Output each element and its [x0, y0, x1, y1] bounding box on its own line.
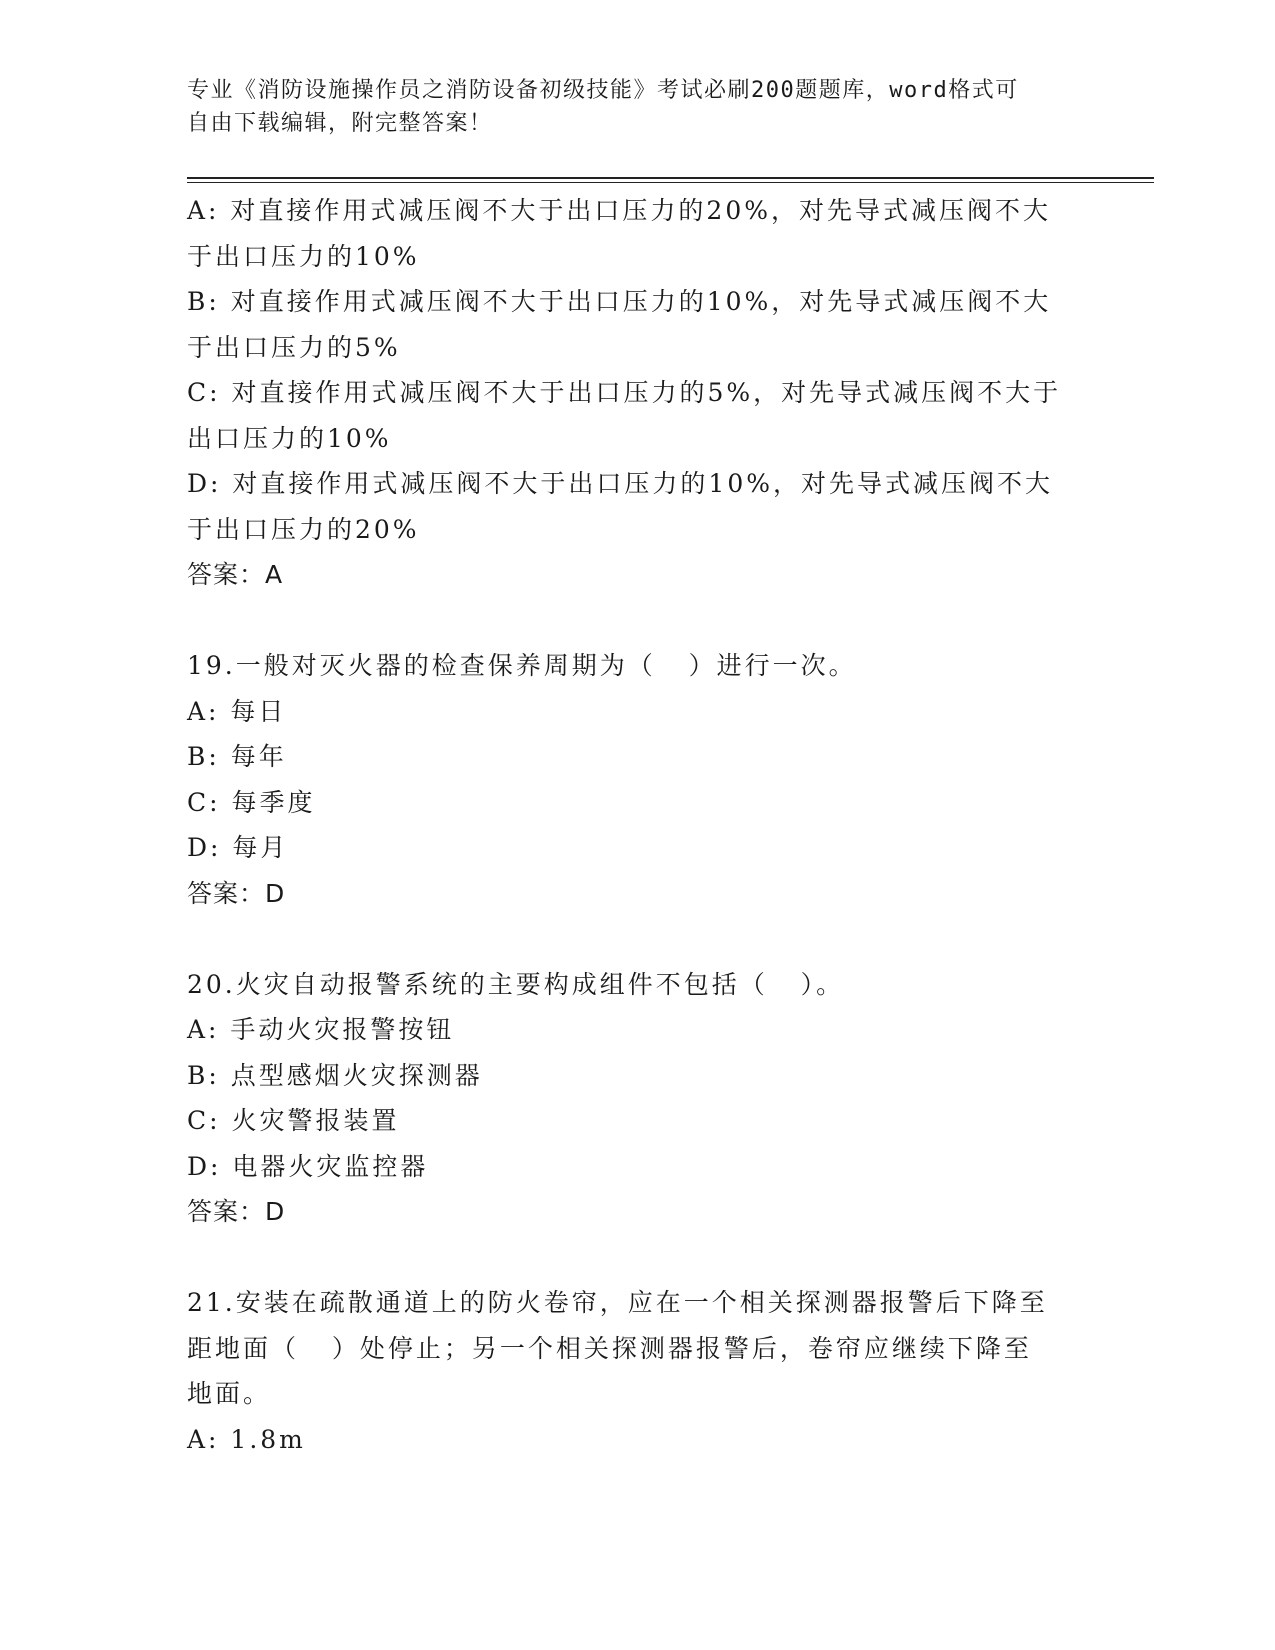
- question-20-option-d: D: 电器火灾监控器: [187, 1151, 429, 1181]
- header-line-2: 自由下载编辑，附完整答案！: [187, 111, 493, 136]
- spacer: [187, 598, 1087, 644]
- question-19-option-d: D: 每月: [187, 833, 289, 862]
- question-19-option-c: C: 每季度: [187, 787, 316, 817]
- question-21: [187, 1280, 1087, 1462]
- question-content: [187, 188, 1087, 1462]
- question-19: [187, 643, 1087, 916]
- question-21-stem-line-2: 距地面（ ）处停止；另一个相关探测器报警后，卷帘应继续下降至: [187, 1333, 1032, 1363]
- question-20-stem: 20.火灾自动报警系统的主要构成组件不包括（ ）。: [187, 969, 845, 999]
- option-d-line-2: 于出口压力的20%: [187, 514, 420, 544]
- header-divider-thin: [187, 182, 1154, 183]
- option-a-line-2: 于出口压力的10%: [187, 241, 420, 271]
- header-divider: [187, 177, 1154, 179]
- question-19-option-a: A: 每日: [187, 696, 287, 726]
- question-20-option-a: A: 手动火灾报警按钮: [187, 1015, 455, 1044]
- question-20: [187, 962, 1087, 1235]
- question-21-stem-line-1: 21.安装在疏散通道上的防火卷帘，应在一个相关探测器报警后下降至: [187, 1288, 1048, 1317]
- spacer: [187, 1235, 1087, 1281]
- answer-19: 答案：D: [187, 878, 286, 908]
- header-line-1: 专业《消防设施操作员之消防设备初级技能》考试必刷200题题库，word格式可: [187, 78, 1019, 103]
- question-20-option-b: B: 点型感烟火灾探测器: [187, 1060, 483, 1090]
- question-21-option-a: A: 1.8m: [187, 1424, 306, 1454]
- option-a-line-1: A: 对直接作用式减压阀不大于出口压力的20%，对先导式减压阀不大: [187, 196, 1051, 225]
- option-c-line-2: 出口压力的10%: [187, 423, 392, 453]
- option-b-line-2: 于出口压力的5%: [187, 332, 401, 362]
- question-19-option-b: B: 每年: [187, 742, 287, 771]
- spacer: [187, 916, 1087, 962]
- question-19-stem: 19.一般对灭火器的检查保养周期为（ ）进行一次。: [187, 651, 857, 680]
- question-21-stem-line-3: 地面。: [187, 1379, 272, 1408]
- question-18-options: [187, 188, 1087, 598]
- option-d-line-1: D: 对直接作用式减压阀不大于出口压力的10%，对先导式减压阀不大: [187, 469, 1053, 498]
- document-header: [187, 74, 1067, 140]
- option-c-line-1: C: 对直接作用式减压阀不大于出口压力的5%，对先导式减压阀不大于: [187, 378, 1062, 407]
- question-20-option-c: C: 火灾警报装置: [187, 1106, 400, 1135]
- option-b-line-1: B: 对直接作用式减压阀不大于出口压力的10%，对先导式减压阀不大: [187, 287, 1052, 316]
- answer-18: 答案：A: [187, 560, 284, 589]
- answer-20: 答案：D: [187, 1197, 286, 1226]
